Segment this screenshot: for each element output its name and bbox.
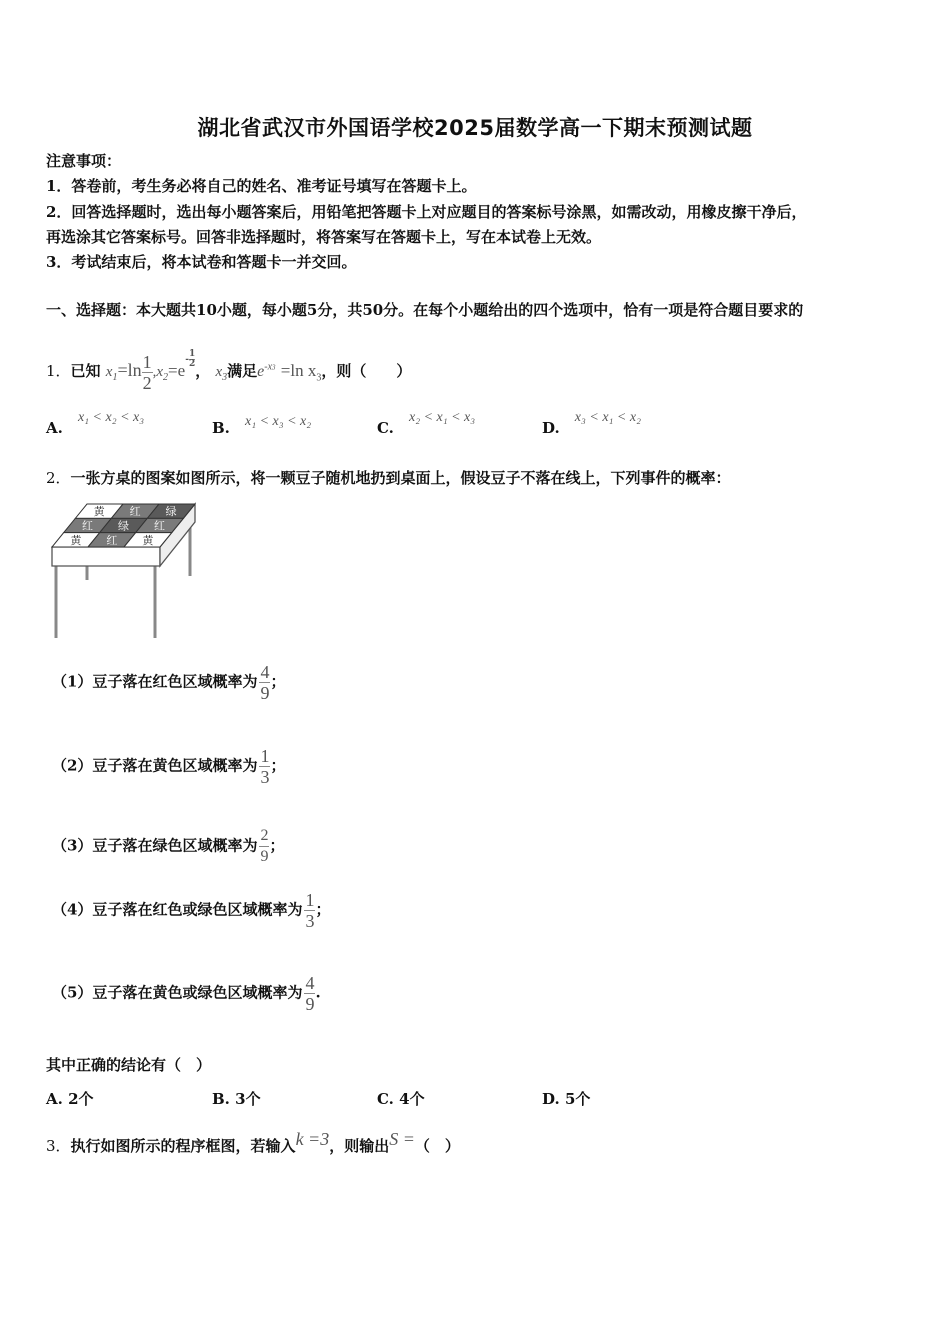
table-cell-label: 黄	[70, 533, 82, 547]
q1-e: $e^{-x3}$	[257, 361, 276, 380]
statement-1: （1）豆子落在红色区域概率为 $\frac{4}{9}$ ；	[52, 662, 286, 703]
notice-item-1: 1．答卷前，考生务必将自己的姓名、准考证号填写在答题卡上。	[46, 177, 477, 195]
statement-5: （5）豆子落在黄色或绿色区域概率为 $\frac{4}{9}$ .	[52, 973, 321, 1014]
question-number: 3．	[46, 1137, 71, 1155]
q1-option-b[interactable]: B. x₁ < x₃ < x₂	[212, 414, 312, 437]
q2-option-b[interactable]: B. 3个	[212, 1090, 261, 1108]
q1-eq1: =ln	[117, 360, 142, 380]
q1-x1: $x_1$	[105, 364, 118, 383]
q1-comma: ,	[152, 364, 157, 380]
notice-item-3: 3．考试结束后，将本试卷和答题卡一并交回。	[46, 253, 357, 271]
table-cell-label: 黄	[93, 505, 105, 519]
q1-x3: $x_3$	[215, 364, 228, 383]
q1-tail: ，则（ ）	[321, 362, 412, 380]
section-heading: 一、选择题：本大题共10小题，每小题5分，共50分。在每个小题给出的四个选项中，恰有一项是符合题目要求的	[46, 301, 804, 319]
table-cell-label: 红	[82, 519, 93, 533]
q1-half-fraction: $\frac{1}{2}$	[142, 351, 152, 393]
question-1-stem	[46, 350, 411, 393]
table-cell-label: 红	[129, 505, 141, 519]
question-number: 2．	[46, 469, 71, 487]
table-cell-label: 红	[106, 533, 118, 547]
question-number: 1．	[46, 362, 71, 380]
question-3-stem: 3．执行如图所示的程序框图，若输入k =3，则输出S =（ ）	[46, 1129, 460, 1155]
q1-option-d[interactable]: D. x₃ < x₁ < x₂	[542, 410, 641, 437]
table-cell-label: 红	[154, 519, 165, 533]
q1-sep: ，	[195, 362, 211, 380]
statement-3: （3）豆子落在绿色区域概率为 $\frac{2}{9}$ ；	[52, 827, 285, 865]
q1-mid: 满足	[227, 362, 258, 380]
notice-item-2: 2．回答选择题时，选出每小题答案后，用铅笔把答题卡上对应题目的答案标号涂黑，如需改动，用橡皮擦干净后，	[46, 203, 807, 221]
statement-4: （4）豆子落在红色或绿色区域概率为 $\frac{1}{3}$ ；	[52, 890, 331, 931]
question-2-stem: 2．一张方桌的图案如图所示，将一颗豆子随机地扔到桌面上，假设豆子不落在线上，下列事件的概率：	[46, 469, 731, 487]
q2-question: 其中正确的结论有（ ）	[46, 1056, 212, 1074]
table-cell-label: 绿	[118, 519, 129, 533]
q1-lead: 已知	[70, 362, 101, 380]
q3-k-input: k =3	[295, 1129, 330, 1149]
q1-eq2: =e	[168, 361, 186, 380]
q3-s-output: S =	[389, 1129, 415, 1149]
q2-option-d[interactable]: D. 5个	[542, 1090, 591, 1108]
table-figure	[50, 500, 200, 642]
q2-option-c[interactable]: C. 4个	[377, 1090, 425, 1108]
statement-2: （2）豆子落在黄色区域概率为 $\frac{1}{3}$ ；	[52, 746, 286, 787]
notice-item-2-cont: 再选涂其它答案标号。回答非选择题时，将答案写在答题卡上，写在本试卷上无效。	[46, 228, 602, 246]
q1-x2: $x_2$	[156, 364, 169, 383]
q2-option-a[interactable]: A. 2个	[46, 1090, 94, 1108]
notice-heading: 注意事项：	[46, 152, 122, 170]
q1-eq3: =ln $x_3$	[280, 361, 322, 384]
table-cell-label: 绿	[165, 505, 177, 519]
q1-option-a[interactable]: A. x₁ < x₂ < x₃	[46, 410, 145, 437]
table-cell-label: 黄	[142, 533, 154, 547]
q1-exponent: - $\frac{1}{2}$	[185, 349, 196, 369]
page-title: 湖北省武汉市外国语学校2025届数学高一下期末预测试题	[197, 116, 753, 140]
q1-option-c[interactable]: C. x₂ < x₁ < x₃	[377, 410, 476, 437]
